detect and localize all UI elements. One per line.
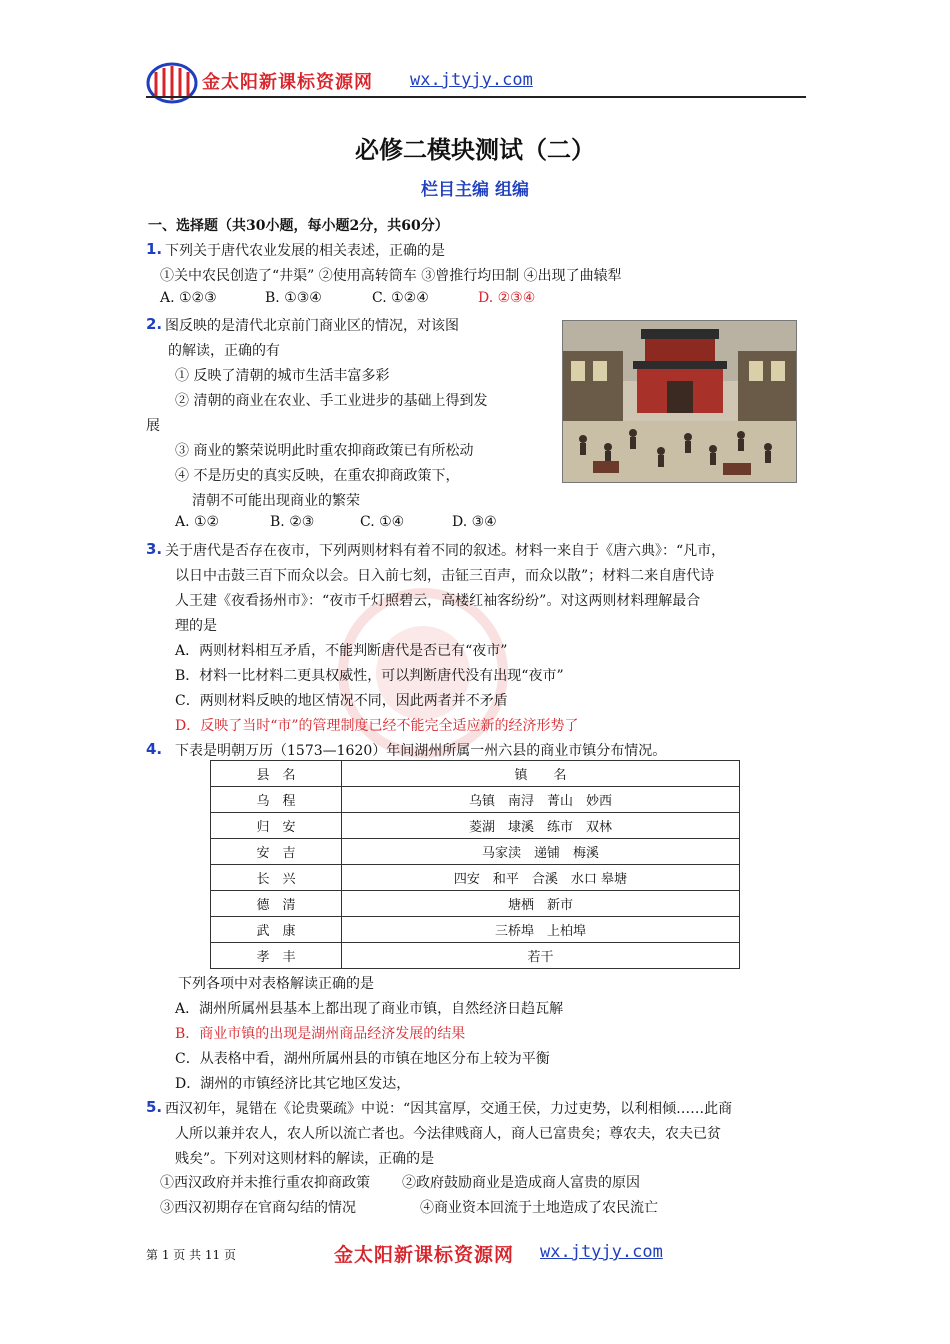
question-item: ④商业资本回流于土地造成了农民流亡 — [420, 1200, 658, 1216]
question-item: ② 清朝的商业在农业、手工业进步的基础上得到发 — [175, 393, 488, 409]
option-d: D．湖州的市镇经济比其它地区发达， — [175, 1076, 411, 1092]
option-c: C．从表格中看，湖州所属州县的市镇在地区分布上较为平衡 — [175, 1051, 550, 1067]
option-d-answer: D. ②③④ — [478, 290, 536, 306]
option-c: C. ①④ — [360, 514, 405, 530]
table-row — [211, 787, 740, 813]
option-c: C. ①②④ — [372, 290, 429, 306]
option-d-answer: D．反映了当时“市”的管理制度已经不能完全适应新的经济形势了 — [175, 718, 579, 734]
question-stem-line: 西汉初年，晁错在《论贵粟疏》中说：“因其富厚，交通王侯，力过吏势，以利相倾……此商 — [165, 1101, 733, 1117]
question-stem-line: 图反映的是清代北京前门商业区的情况，对该图 — [165, 318, 459, 334]
towns-cell: 四安 和平 合溪 水口 皋塘 — [342, 865, 740, 891]
county-cell: 乌 程 — [211, 787, 342, 813]
question-stem: 下列关于唐代农业发展的相关表述，正确的是 — [165, 243, 445, 259]
question-number: 5. — [146, 1098, 163, 1116]
question-item: ①西汉政府并未推行重农抑商政策 — [160, 1175, 370, 1191]
page-counter: 第 1 页 共 11 页 — [146, 1248, 236, 1262]
question-stem-line: 人王建《夜看扬州市》：“夜市千灯照碧云，高楼红袖客纷纷”。对这两则材料理解最合 — [175, 593, 701, 609]
option-b-answer: B．商业市镇的出现是湖州商品经济发展的结果 — [175, 1026, 466, 1042]
qianmen-street-painting — [562, 320, 797, 483]
table-row — [211, 917, 740, 943]
question-number: 1. — [146, 240, 163, 258]
question-ask: 下列各项中对表格解读正确的是 — [178, 976, 374, 992]
table-row — [211, 865, 740, 891]
county-cell: 安 吉 — [211, 839, 342, 865]
table-row — [211, 813, 740, 839]
towns-cell: 塘栖 新市 — [342, 891, 740, 917]
option-a: A．两则材料相互矛盾，不能判断唐代是否已有“夜市” — [175, 643, 508, 659]
option-a: A. ①②③ — [160, 290, 217, 306]
question-stem-line: 以日中击鼓三百下而众以会。日入前七刻，击钲三百声，而众以散”；材料二来自唐代诗 — [175, 568, 715, 584]
question-number: 3. — [146, 540, 163, 558]
question-number: 4. — [146, 740, 163, 758]
option-d: D. ③④ — [452, 514, 497, 530]
question-item: ③ 商业的繁荣说明此时重农抑商政策已有所松动 — [175, 443, 474, 459]
county-cell: 归 安 — [211, 813, 342, 839]
towns-cell: 马家渎 递铺 梅溪 — [342, 839, 740, 865]
question-stem-line: 关于唐代是否存在夜市，下列两则材料有着不同的叙述。材料一来自于《唐六典》：“凡市， — [165, 543, 726, 559]
option-c: C．两则材料反映的地区情况不同，因此两者并不矛盾 — [175, 693, 508, 709]
option-b: B. ①③④ — [265, 290, 322, 306]
page-subtitle: 栏目主编 组编 — [421, 180, 529, 200]
header-rule — [146, 96, 806, 98]
question-stem-line: 人所以兼并农人，农人所以流亡者也。今法律贱商人，商人已富贵矣；尊农夫，农夫已贫 — [175, 1126, 721, 1142]
column-header-towns: 镇 名 — [342, 761, 740, 787]
towns-cell: 三桥埠 上柏埠 — [342, 917, 740, 943]
table-row — [211, 891, 740, 917]
question-stem-line: 的解读，正确的有 — [168, 343, 280, 359]
market-town-table — [210, 760, 740, 969]
county-cell: 武 康 — [211, 917, 342, 943]
table-row — [211, 839, 740, 865]
question-item: ① 反映了清朝的城市生活丰富多彩 — [175, 368, 390, 384]
option-a: A．湖州所属州县基本上都出现了商业市镇，自然经济日趋瓦解 — [175, 1001, 564, 1017]
question-item-continued: 展 — [146, 418, 160, 434]
county-cell: 德 清 — [211, 891, 342, 917]
question-stem-line: 贱矣”。下列对这则材料的解读，正确的是 — [175, 1151, 435, 1167]
header-brand: 金太阳新课标资源网 — [202, 72, 373, 93]
table-row — [211, 943, 740, 969]
question-item: ④ 不是历史的真实反映，在重农抑商政策下， — [175, 468, 460, 484]
footer-url[interactable]: wx.jtyjy.com — [540, 1242, 663, 1262]
question-item-continued: 清朝不可能出现商业的繁荣 — [192, 493, 360, 509]
column-header-county: 县 名 — [211, 761, 342, 787]
table-header-row — [211, 761, 740, 787]
question-item: ③西汉初期存在官商勾结的情况 — [160, 1200, 356, 1216]
option-b: B. ②③ — [270, 514, 315, 530]
option-b: B．材料一比材料二更具权威性，可以判断唐代没有出现“夜市” — [175, 668, 564, 684]
footer-brand: 金太阳新课标资源网 — [334, 1244, 515, 1266]
county-cell: 长 兴 — [211, 865, 342, 891]
header-url[interactable]: wx.jtyjy.com — [410, 70, 533, 90]
page-title: 必修二模块测试（二） — [355, 136, 595, 164]
section-heading: 一、选择题（共30小题，每小题2分，共60分） — [148, 218, 449, 234]
towns-cell: 乌镇 南浔 菁山 妙西 — [342, 787, 740, 813]
towns-cell: 若干 — [342, 943, 740, 969]
question-items: ①关中农民创造了“井渠” ②使用高转筒车 ③曾推行均田制 ④出现了曲辕犁 — [160, 268, 622, 284]
question-stem: 下表是明朝万历（1573—1620）年间湖州所属一州六县的商业市镇分布情况。 — [175, 743, 667, 759]
towns-cell: 菱湖 埭溪 练市 双林 — [342, 813, 740, 839]
question-stem-line: 理的是 — [175, 618, 217, 634]
option-a: A. ①② — [175, 514, 220, 530]
question-number: 2. — [146, 315, 163, 333]
question-item: ②政府鼓励商业是造成商人富贵的原因 — [402, 1175, 640, 1191]
county-cell: 孝 丰 — [211, 943, 342, 969]
